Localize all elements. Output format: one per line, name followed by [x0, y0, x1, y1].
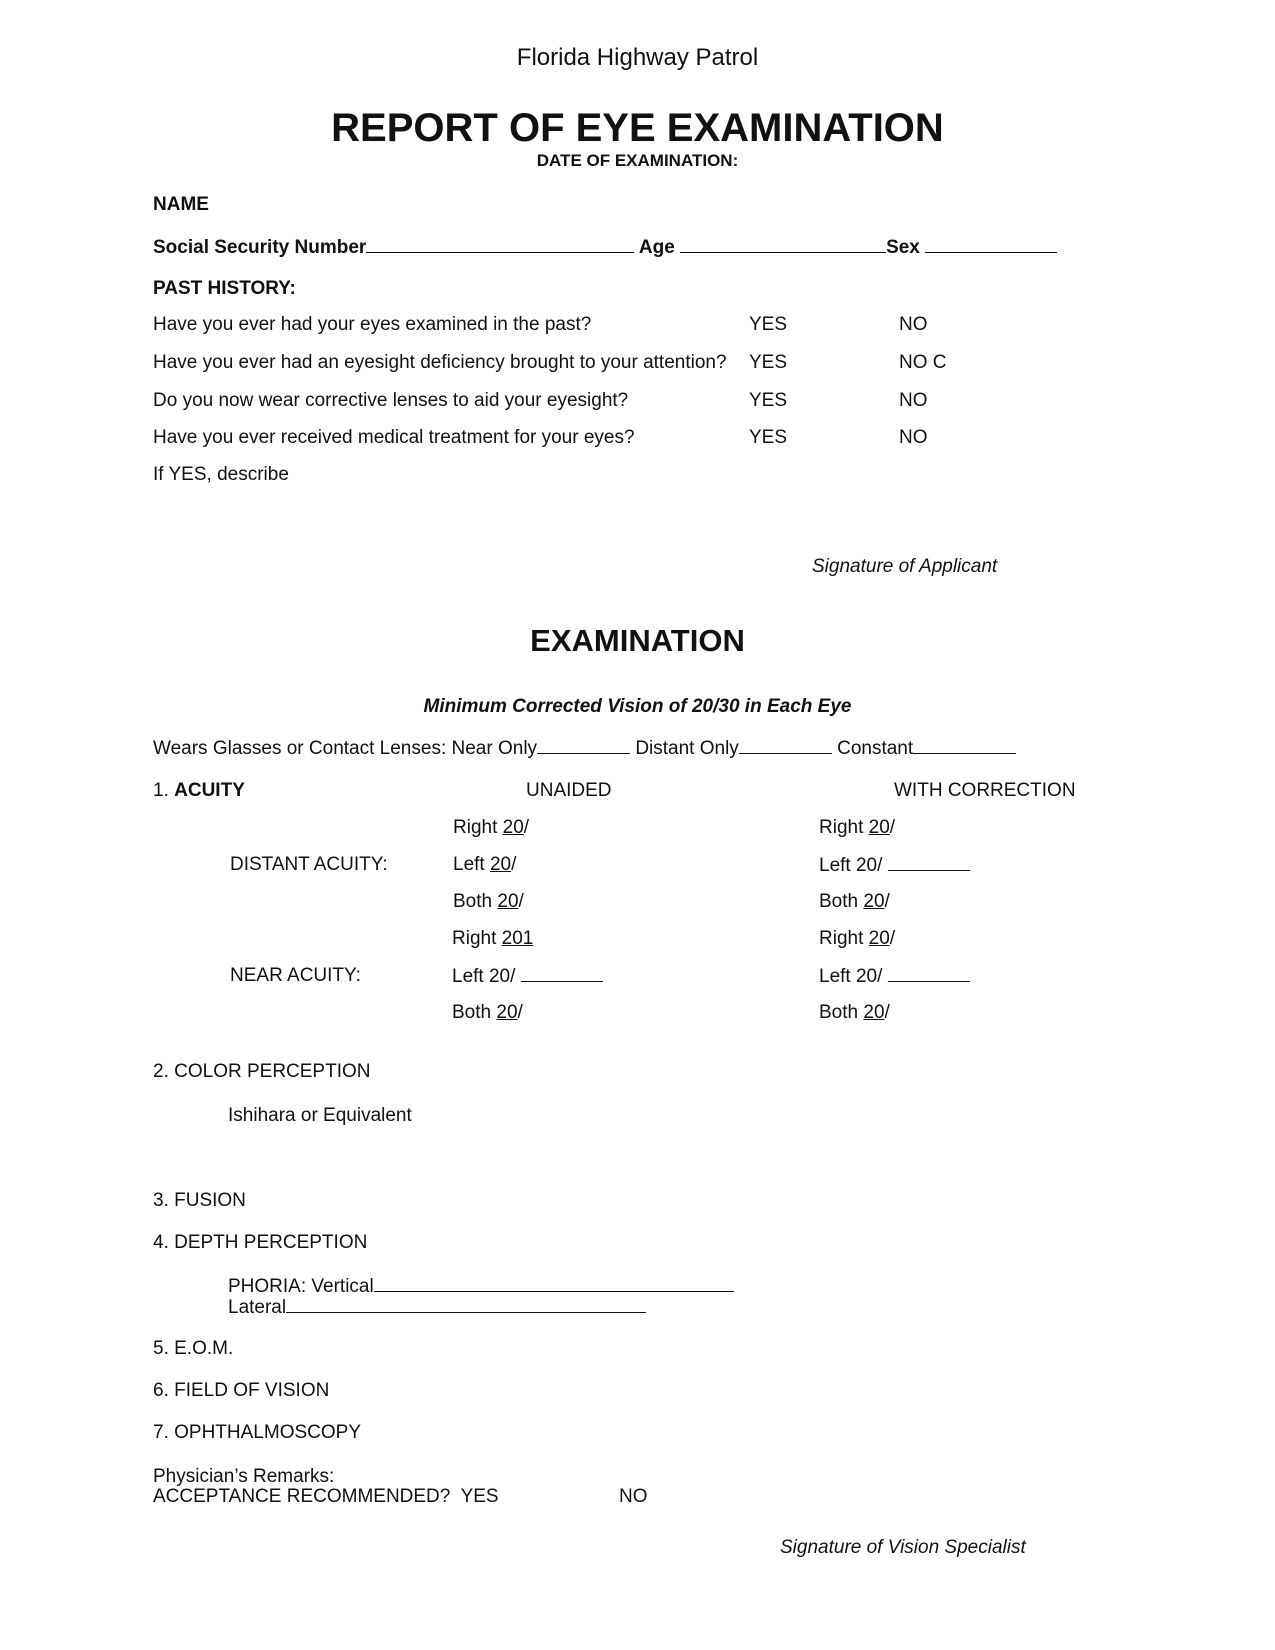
age-field[interactable] [680, 237, 886, 253]
acceptance-label: ACCEPTANCE RECOMMENDED? [153, 1486, 451, 1507]
depth-perception-label: 4. DEPTH PERCEPTION [153, 1232, 368, 1253]
distant-only-field[interactable] [739, 738, 832, 754]
unaided-column-header: UNAIDED [526, 780, 612, 801]
date-of-examination-label: DATE OF EXAMINATION: [536, 151, 739, 170]
acuity-heading [153, 781, 245, 800]
near-only-label: Near Only [451, 738, 538, 759]
question-3: Do you now wear corrective lenses to aid your eyesight? [153, 390, 629, 411]
near-corrected-right[interactable]: Right 20/ [819, 928, 896, 949]
phoria-lateral-label: Lateral [228, 1297, 287, 1318]
phoria-vertical-row [228, 1276, 734, 1296]
fusion-label: 3. FUSION [153, 1190, 246, 1211]
question-2: Have you ever had an eyesight deficiency brought to your attention? [153, 352, 727, 373]
near-unaided-left-field[interactable] [521, 966, 603, 982]
field-of-vision-label: 6. FIELD OF VISION [153, 1380, 330, 1401]
question-2-yes[interactable]: YES [749, 352, 788, 373]
question-3-yes[interactable]: YES [749, 390, 788, 411]
ssn-row [153, 237, 1057, 257]
question-2-no[interactable]: NO C [899, 352, 947, 373]
distant-unaided-left[interactable]: Left 20/ [453, 854, 517, 875]
near-unaided-right[interactable]: Right 201 [452, 928, 534, 949]
distant-corrected-right[interactable]: Right 20/ [819, 817, 896, 838]
wears-lenses-row [153, 738, 1016, 758]
examination-heading: EXAMINATION [530, 623, 745, 658]
question-4-no[interactable]: NO [899, 427, 928, 448]
question-1-yes[interactable]: YES [749, 314, 788, 335]
vision-specialist-signature-label: Signature of Vision Specialist [780, 1537, 1026, 1558]
distant-acuity-label: DISTANT ACUITY: [230, 854, 388, 875]
acuity-number: 1. [153, 780, 169, 801]
near-corrected-left[interactable]: Left 20/ [819, 966, 970, 986]
near-corrected-left-field[interactable] [888, 966, 970, 982]
near-unaided-left[interactable]: Left 20/ [452, 966, 603, 986]
constant-field[interactable] [913, 738, 1016, 754]
question-1: Have you ever had your eyes examined in the past? [153, 314, 592, 335]
constant-label: Constant [837, 738, 914, 759]
examination-subtitle: Minimum Corrected Vision of 20/30 in Each Eye [423, 696, 852, 717]
page-title: REPORT OF EYE EXAMINATION [331, 106, 944, 150]
eom-label: 5. E.O.M. [153, 1338, 234, 1359]
phoria-vertical-label: PHORIA: Vertical [228, 1276, 374, 1297]
distant-only-label: Distant Only [635, 738, 739, 759]
distant-unaided-right[interactable]: Right 20/ [453, 817, 530, 838]
describe-label: If YES, describe [153, 464, 289, 485]
ishihara-label: Ishihara or Equivalent [228, 1105, 412, 1126]
near-only-field[interactable] [537, 738, 630, 754]
name-label: NAME [153, 194, 209, 215]
question-4: Have you ever received medical treatment for your eyes? [153, 427, 635, 448]
distant-corrected-left[interactable]: Left 20/ [819, 855, 970, 875]
sex-field[interactable] [925, 237, 1057, 253]
near-corrected-both[interactable]: Both 20/ [819, 1002, 890, 1023]
with-correction-column-header: WITH CORRECTION [894, 780, 1076, 801]
physician-remarks-label: Physician’s Remarks: [153, 1466, 335, 1487]
age-label: Age [638, 237, 675, 258]
phoria-vertical-field[interactable] [374, 1276, 734, 1292]
phoria-lateral-field[interactable] [286, 1297, 646, 1313]
question-3-no[interactable]: NO [899, 390, 928, 411]
distant-corrected-left-field[interactable] [888, 855, 970, 871]
applicant-signature-label: Signature of Applicant [812, 556, 998, 577]
acceptance-yes[interactable]: YES [460, 1486, 499, 1507]
sex-label: Sex [886, 237, 920, 258]
wears-lenses-label: Wears Glasses or Contact Lenses: [153, 738, 447, 759]
question-1-no[interactable]: NO [899, 314, 928, 335]
color-perception-label: 2. COLOR PERCEPTION [153, 1061, 371, 1082]
distant-unaided-both[interactable]: Both 20/ [453, 891, 524, 912]
acuity-label: ACUITY [174, 780, 245, 801]
acceptance-no[interactable]: NO [619, 1486, 648, 1507]
acceptance-row [153, 1487, 499, 1506]
near-acuity-label: NEAR ACUITY: [230, 965, 361, 986]
phoria-lateral-row [228, 1297, 646, 1317]
organization-name: Florida Highway Patrol [516, 44, 759, 71]
ophthalmoscopy-label: 7. OPHTHALMOSCOPY [153, 1422, 361, 1443]
past-history-heading: PAST HISTORY: [153, 278, 296, 299]
question-4-yes[interactable]: YES [749, 427, 788, 448]
near-unaided-both[interactable]: Both 20/ [452, 1002, 523, 1023]
ssn-field[interactable] [366, 237, 634, 253]
ssn-label: Social Security Number [153, 237, 367, 258]
distant-corrected-both[interactable]: Both 20/ [819, 891, 890, 912]
